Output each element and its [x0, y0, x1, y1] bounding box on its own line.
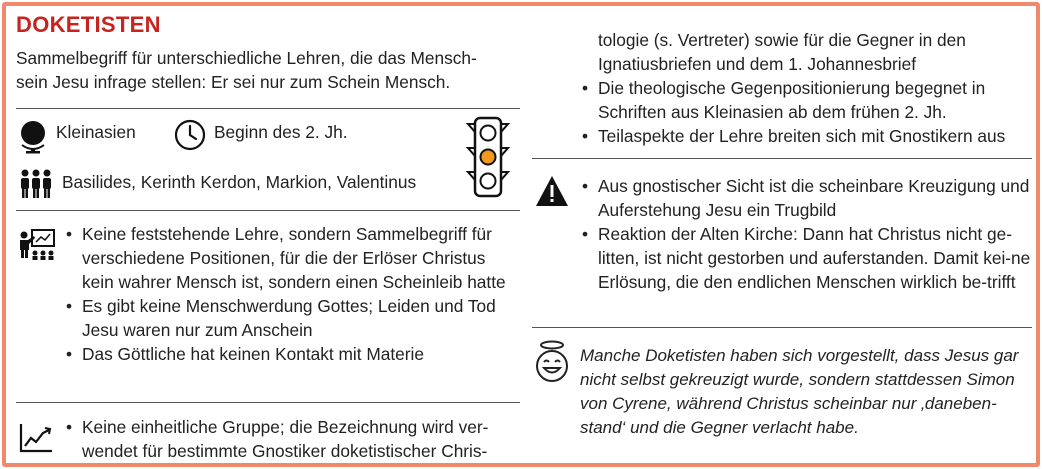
people-label: Basilides, Kerinth Kerdon, Markion, Valentinus: [62, 172, 417, 192]
list-item-text: • Es gibt keine Menschwerdung Gottes; Leiden und Tod Jesu waren nur zum Anschein: [82, 296, 496, 340]
list-item-text: • Die theologische Gegenpositionierung begegnet in Schriften aus Kleinasien ab dem frühen 2. Jh.: [598, 78, 986, 122]
card-title: DOKETISTEN: [16, 12, 161, 37]
teaching-list: [66, 222, 518, 366]
list-item-text: • Keine feststehende Lehre, sondern Sammelbegriff für verschiedene Positionen, für die der Erlöser Christus kein wahrer Mensch ist, sondern einen Scheinleib hatte: [82, 224, 506, 292]
divider: [16, 210, 520, 211]
list-item: [66, 294, 518, 342]
quote-text: Manche Doketisten haben sich vorgestellt, dass Jesus gar nicht selbst gekreuzigt wurde, sondern stattdessen Simon von Cyrene, während Christus scheinbar nur ‚daneben-stand‘ und die Gegner verlacht habe.: [580, 346, 1019, 437]
divider: [16, 402, 520, 403]
clock-icon: [174, 119, 206, 151]
globe-icon: [18, 119, 48, 155]
list-item: [582, 76, 1032, 124]
list-item-text: • Aus gnostischer Sicht ist die scheinbare Kreuzigung und Auferstehung Jesu ein Trugbild: [598, 176, 1030, 220]
trend-chart-icon: [18, 422, 54, 454]
smiley-halo-icon: [534, 340, 570, 384]
intro-text: [16, 46, 520, 94]
info-card: [2, 2, 1040, 467]
region-label: Kleinasien: [56, 122, 136, 142]
traffic-light-icon: [466, 116, 510, 198]
list-item: [582, 124, 1032, 148]
list-item: [66, 342, 518, 366]
list-item: [582, 174, 1032, 222]
intro-line-2: sein Jesu infrage stellen: Er sei nur zum Schein Mensch.: [16, 72, 451, 92]
warning-icon: [534, 174, 570, 208]
list-item-text: • Reaktion der Alten Kirche: Dann hat Christus nicht ge-litten, ist nicht gestorben und auferstanden. Damit kei-ne Erlösung, die den endlichen Menschen wirklich be-trifft: [598, 224, 1031, 292]
list-item-text: • Das Göttliche hat keinen Kontakt mit Materie: [82, 344, 424, 364]
list-item: [66, 222, 518, 294]
list-item-text: • Keine einheitliche Gruppe; die Bezeichnung wird ver-wendet für bestimmte Gnostiker doketistischer Chris-: [82, 417, 489, 461]
time-label: Beginn des 2. Jh.: [214, 122, 348, 142]
divider: [532, 327, 1032, 328]
development-list-continued: [582, 76, 1032, 148]
list-item-text: • Teilaspekte der Lehre breiten sich mit Gnostikern aus: [598, 126, 1006, 146]
intro-line-1: Sammelbegriff für unterschiedliche Lehren, die das Mensch-: [16, 48, 477, 68]
warning-list: [582, 174, 1032, 294]
people-icon: [18, 168, 54, 200]
development-list: [66, 415, 518, 463]
teacher-icon: [18, 228, 56, 262]
list-item-continuation: tologie (s. Vertreter) sowie für die Gegner in den Ignatiusbriefen und dem 1. Johannesbrief: [598, 30, 966, 74]
divider: [532, 158, 1032, 159]
list-item: [582, 222, 1032, 294]
divider: [16, 108, 520, 109]
list-item: [66, 415, 518, 463]
